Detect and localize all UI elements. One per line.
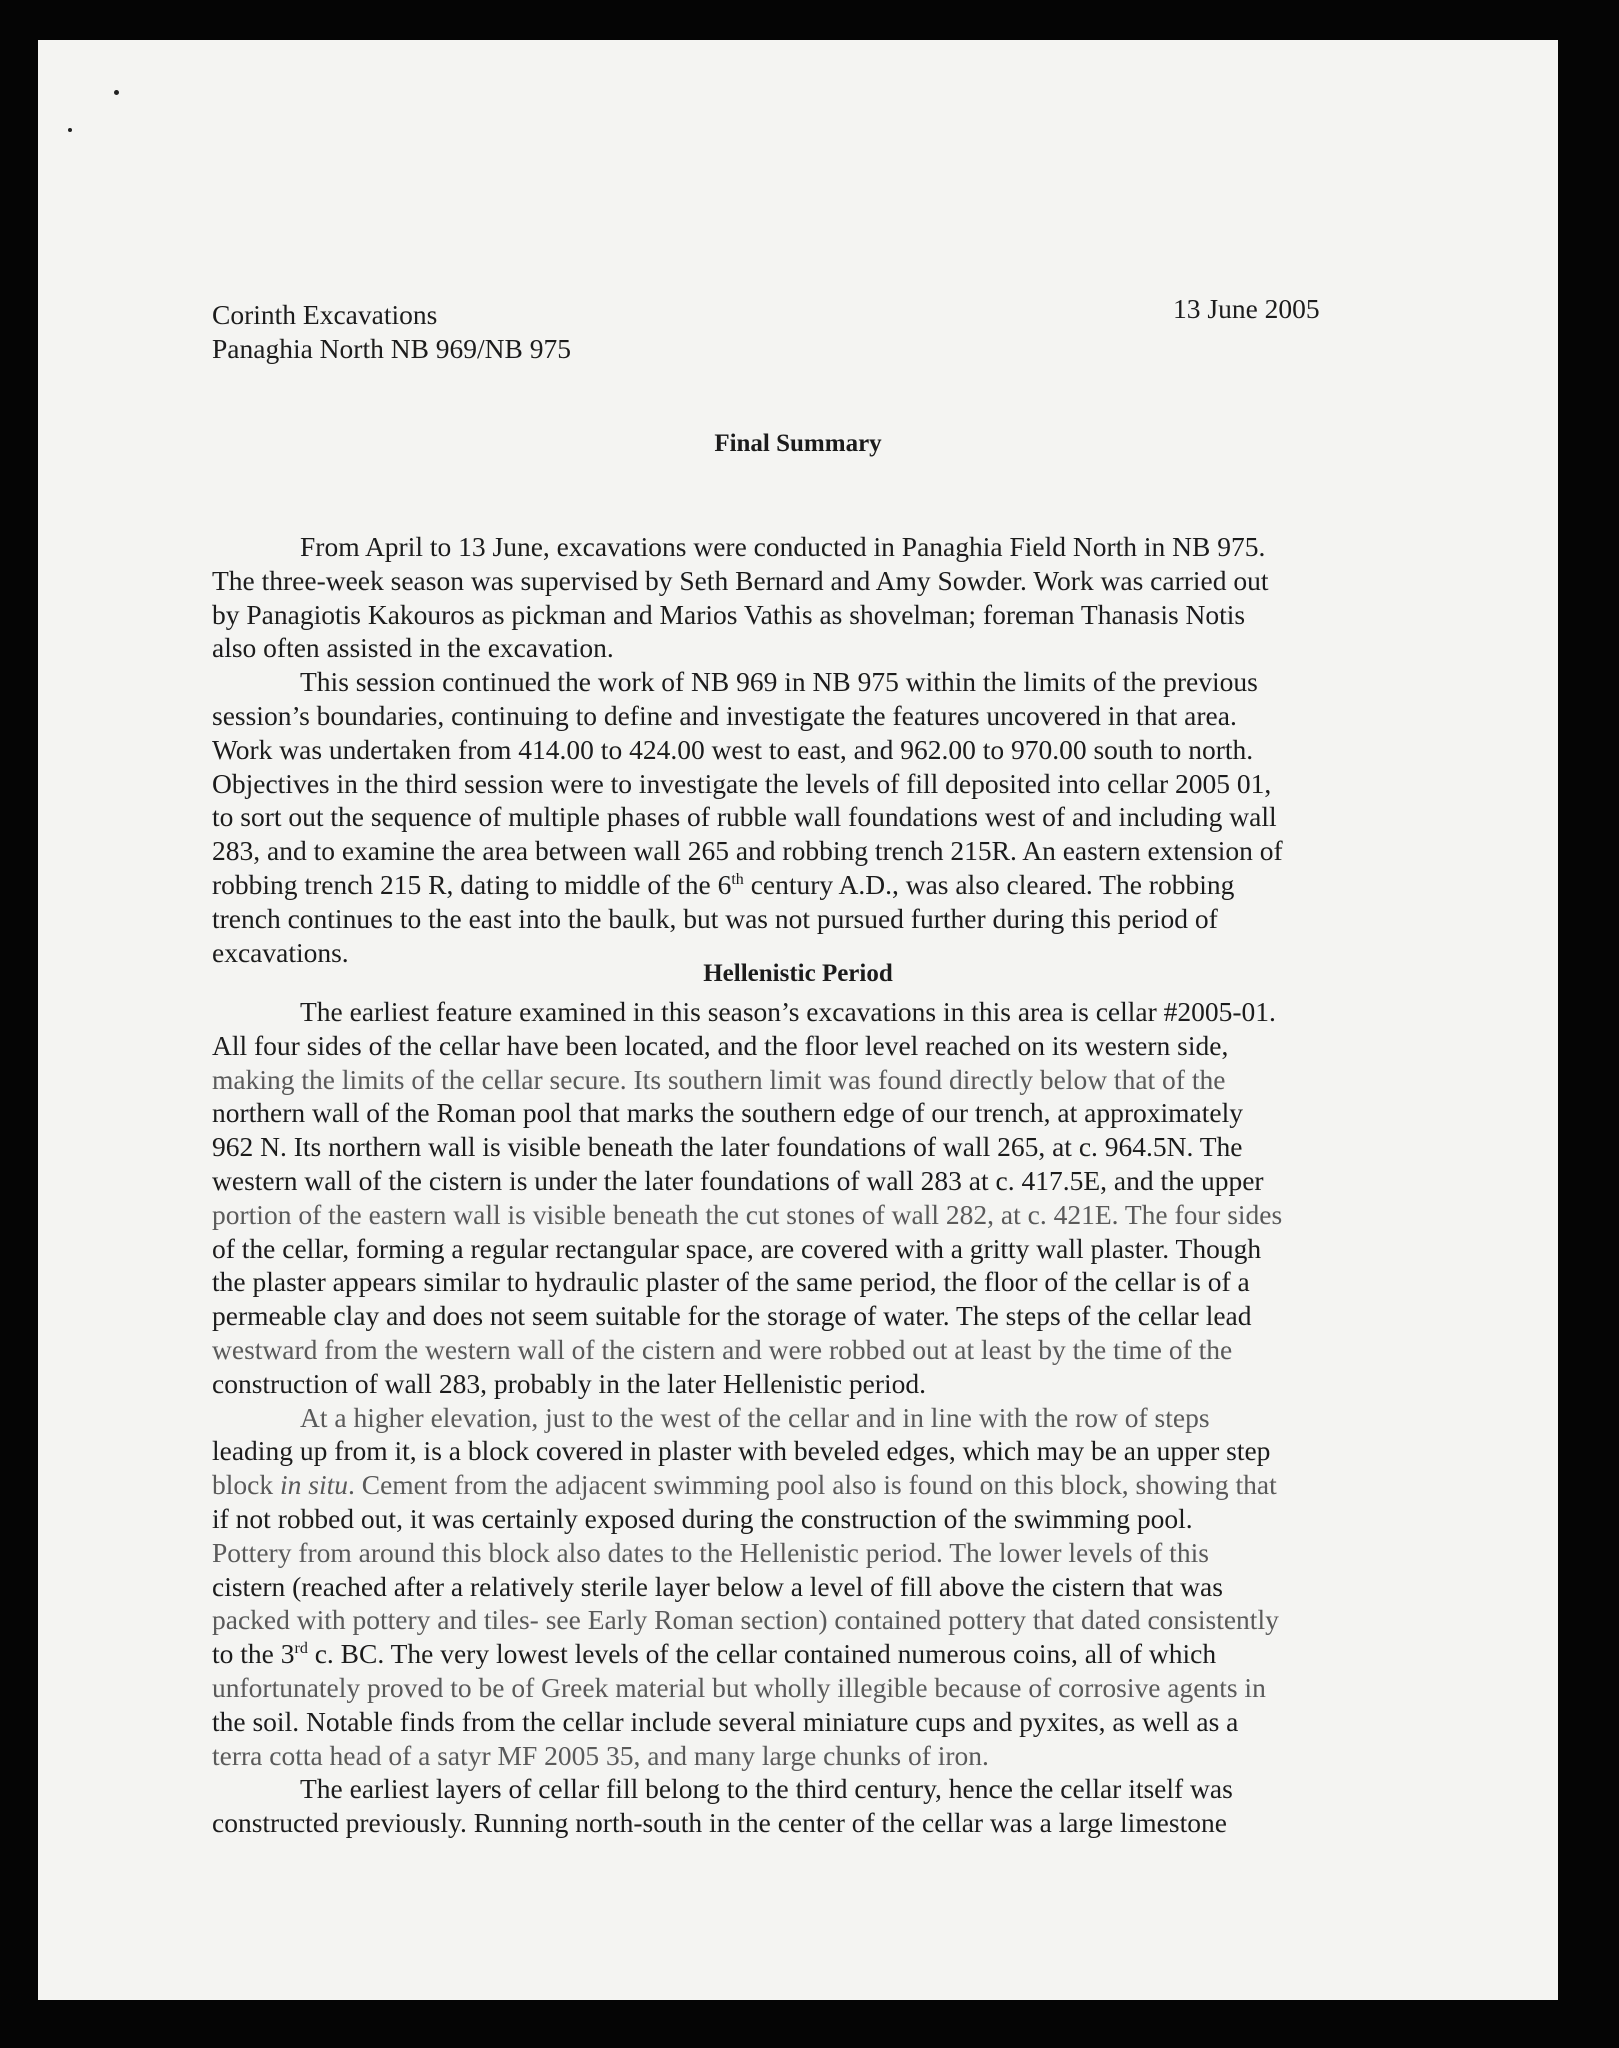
text-line: making the limits of the cellar secure. Its southern limit was found directly below that of the [212, 1063, 1226, 1095]
section-heading: Hellenistic Period [703, 960, 893, 987]
text-line: terra cotta head of a satyr MF 2005 35, and many large chunks of iron. [212, 1739, 989, 1771]
scan-speck [68, 128, 72, 132]
text-segment: c. BC. The very lowest levels of the cellar contained numerous coins, all of which [307, 1638, 1217, 1670]
header-block [212, 298, 571, 366]
text-line: construction of wall 283, probably in the later Hellenistic period. [212, 1367, 927, 1399]
hellenistic-section [212, 995, 1392, 1840]
text-line: permeable clay and does not seem suitable for the storage of water. The steps of the cellar lead [212, 1300, 1252, 1332]
text-line: The three-week season was supervised by Seth Bernard and Amy Sowder. Work was carried out [212, 564, 1269, 596]
text-line: Objectives in the third session were to investigate the levels of fill deposited into cellar 2005 01, [212, 767, 1272, 799]
text-segment: century A.D., was also cleared. The robbing [743, 868, 1235, 900]
text-line: westward from the western wall of the cistern and were robbed out at least by the time of the [212, 1333, 1233, 1365]
text-line: western wall of the cistern is under the later foundations of wall 283 at c. 417.5E, and the upper [212, 1164, 1264, 1196]
text-line: northern wall of the Roman pool that marks the southern edge of our trench, at approximately [212, 1097, 1243, 1129]
text-line: Pottery from around this block also dates to the Hellenistic period. The lower levels of this [212, 1536, 1209, 1568]
header-date: 13 June 2005 [1173, 293, 1320, 324]
text-line: also often assisted in the excavation. [212, 632, 614, 664]
text-segment: to the 3 [212, 1638, 295, 1670]
text-line: of the cellar, forming a regular rectangular space, are covered with a gritty wall plaster. Though [212, 1232, 1262, 1264]
text-line: by Panagiotis Kakouros as pickman and Marios Vathis as shovelman; foreman Thanasis Notis [212, 598, 1246, 630]
text-line: 283, and to examine the area between wall 265 and robbing trench 215R. An eastern extension of [212, 835, 1283, 867]
intro-section [212, 530, 1392, 969]
document-page [38, 40, 1558, 2000]
text-line: This session continued the work of NB 969 in NB 975 within the limits of the previous [300, 666, 1258, 698]
text-line: All four sides of the cellar have been located, and the floor level reached on its western side, [212, 1029, 1229, 1061]
text-line: leading up from it, is a block covered in plaster with beveled edges, which may be an upper step [212, 1435, 1271, 1467]
text-line: the soil. Notable finds from the cellar include several miniature cups and pyxites, as well as a [212, 1705, 1239, 1737]
text-line [212, 868, 1392, 902]
text-segment: . Cement from the adjacent swimming pool also is found on this block, showing that [347, 1469, 1277, 1501]
text-line: excavations. [212, 936, 349, 968]
text-line: portion of the eastern wall is visible beneath the cut stones of wall 282, at c. 421E. The four sides [212, 1198, 1283, 1230]
text-line: From April to 13 June, excavations were conducted in Panaghia Field North in NB 975. [300, 531, 1266, 562]
text-line [212, 1637, 1392, 1671]
text-line: the plaster appears similar to hydraulic plaster of the same period, the floor of the cellar is of a [212, 1266, 1250, 1298]
superscript: th [731, 870, 744, 888]
text-line: session’s boundaries, continuing to define and investigate the features uncovered in that area. [212, 699, 1237, 731]
text-line: packed with pottery and tiles- see Early Roman section) contained pottery that dated consistently [212, 1604, 1279, 1636]
scan-speck [114, 90, 119, 95]
text-line: to sort out the sequence of multiple phases of rubble wall foundations west of and including wall [212, 801, 1277, 833]
text-line: Work was undertaken from 414.00 to 424.00 west to east, and 962.00 to 970.00 south to north. [212, 733, 1254, 765]
text-line [212, 1468, 1392, 1502]
header-org: Corinth Excavations [212, 299, 438, 330]
italic-term: in situ [279, 1469, 348, 1501]
page-title: Final Summary [714, 430, 882, 457]
text-line: trench continues to the east into the baulk, but was not pursued further during this period of [212, 902, 1218, 934]
text-line: constructed previously. Running north-south in the center of the cellar was a large limestone [212, 1807, 1227, 1839]
text-line: cistern (reached after a relatively sterile layer below a level of fill above the cistern that was [212, 1570, 1223, 1602]
text-line: unfortunately proved to be of Greek material but wholly illegible because of corrosive agents in [212, 1671, 1266, 1703]
text-segment: block [212, 1469, 280, 1501]
text-line: 962 N. Its northern wall is visible beneath the later foundations of wall 265, at c. 964.5N. The [212, 1131, 1243, 1163]
header-notebook: Panaghia North NB 969/NB 975 [212, 333, 572, 364]
text-line: if not robbed out, it was certainly exposed during the construction of the swimming pool. [212, 1502, 1193, 1534]
text-segment: robbing trench 215 R, dating to middle of the 6 [212, 868, 732, 900]
superscript: rd [294, 1639, 308, 1657]
text-line: At a higher elevation, just to the west of the cellar and in line with the row of steps [300, 1401, 1210, 1433]
text-line: The earliest layers of cellar fill belong to the third century, hence the cellar itself was [300, 1773, 1233, 1805]
text-line: The earliest feature examined in this season’s excavations in this area is cellar #2005-01. [300, 996, 1276, 1027]
